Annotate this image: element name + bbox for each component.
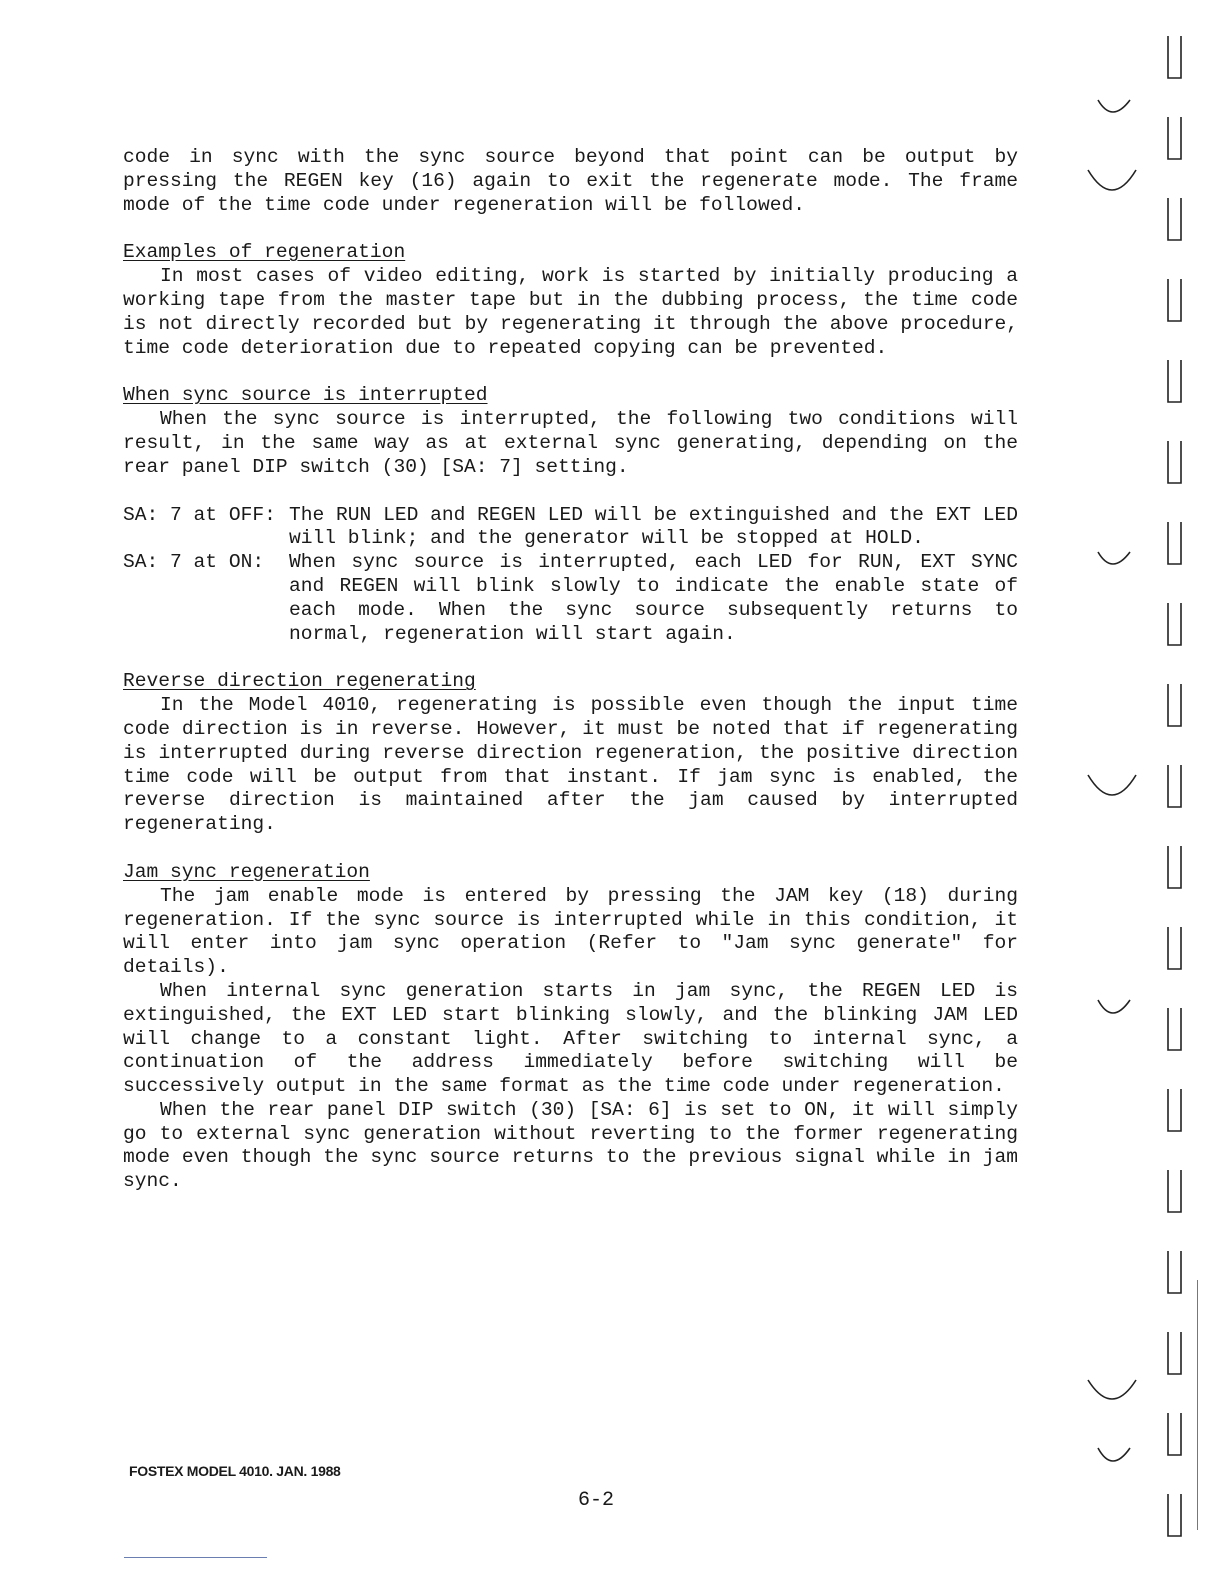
interrupted-paragraph: When the sync source is interrupted, the following two conditions will result, in the same way as at external sync generating, depending on the rear panel DIP switch (30) [SA: 7] setting.: [123, 408, 1018, 478]
punch-hole-icon: [1088, 1380, 1136, 1399]
jam-paragraph-2: When internal sync generation starts in jam sync, the REGEN LED is extinguished, the EXT LED start blinking slowly, and the blinking JAM LED will change to a constant light. After switching to internal sync, a continuation of the address immediately before switching will be successively output in the same format as the time code under regeneration.: [123, 979, 1018, 1098]
reverse-paragraph: In the Model 4010, regenerating is possible even though the input time code direction is in reverse. However, it must be noted that if regenerating is interrupted during reverse direction regeneration, the positive direction time code will be output from that instant. If jam sync is enabled, the reverse direction is maintained after the jam caused by interrupted regenerating.: [123, 694, 1018, 836]
binder-tab-mark: [1168, 684, 1181, 726]
sa-off-text: The RUN LED and REGEN LED will be extinguished and the EXT LED will blink; and the generator will be stopped at HOLD.: [289, 503, 1019, 550]
binder-tab-mark: [1168, 927, 1181, 969]
scan-edge-line: [1197, 1280, 1198, 1530]
examples-heading: Examples of regeneration: [123, 241, 406, 264]
punch-hole-icon: [1088, 170, 1136, 190]
binder-tab-mark: [1168, 1413, 1181, 1455]
binder-tab-mark: [1168, 117, 1181, 159]
binder-tab-mark: [1168, 1332, 1181, 1374]
sa-on-entry: [123, 551, 1018, 646]
body-text: [123, 146, 1018, 1194]
punch-hole-icon: [1088, 775, 1136, 795]
examples-paragraph: In most cases of video editing, work is started by initially producing a working tape from the master tape but in the dubbing process, the time code is not directly recorded but by regenerating it through the above procedure, time code deterioration due to repeated copying can be prevented.: [123, 265, 1018, 359]
binder-tab-mark: [1168, 765, 1181, 807]
punch-hole-icon: [1098, 100, 1130, 112]
reverse-heading: Reverse direction regenerating: [123, 670, 476, 693]
binder-holes-strip: [1078, 0, 1224, 1584]
interrupted-heading: When sync source is interrupted: [123, 384, 488, 407]
binder-tab-mark: [1168, 846, 1181, 888]
bottom-rule: [124, 1557, 267, 1558]
binder-tab-mark: [1168, 36, 1181, 78]
jam-paragraph-1: The jam enable mode is entered by pressing the JAM key (18) during regeneration. If the sync source is interrupted while in this condition, it will enter into jam sync operation (Refer to "Jam sync generate" for details).: [123, 884, 1018, 979]
sa-on-label: SA: 7 at ON:: [123, 551, 265, 574]
binder-tab-mark: [1168, 441, 1181, 483]
punch-hole-icon: [1098, 1000, 1130, 1013]
binder-tab-mark: [1168, 522, 1181, 564]
intro-paragraph: code in sync with the sync source beyond that point can be output by pressing the REGEN key (16) again to exit the regenerate mode. The frame mode of the time code under regeneration will be followed.: [123, 146, 1018, 216]
footer-model-date: FOSTEX MODEL 4010. JAN. 1988: [129, 1463, 341, 1479]
binder-tab-mark: [1168, 1494, 1181, 1536]
jam-paragraph-3: When the rear panel DIP switch (30) [SA: 6] is set to ON, it will simply go to external sync generation without reverting to the former regenerating mode even though the sync source returns to the previous signal while in jam sync.: [123, 1098, 1018, 1193]
binder-tab-mark: [1168, 1170, 1181, 1212]
punch-hole-icon: [1098, 1448, 1130, 1461]
binder-tab-mark: [1168, 1008, 1181, 1050]
sa-off-entry: [123, 504, 1018, 552]
sa-off-label: SA: 7 at OFF:: [123, 503, 276, 526]
binder-tab-mark: [1168, 1089, 1181, 1131]
binder-tab-mark: [1168, 360, 1181, 402]
binder-tab-mark: [1168, 603, 1181, 645]
page-number: 6-2: [578, 1489, 615, 1512]
binder-tab-mark: [1168, 1251, 1181, 1293]
binder-tab-mark: [1168, 279, 1181, 321]
binder-tab-mark: [1168, 198, 1181, 240]
jam-heading: Jam sync regeneration: [123, 860, 370, 883]
sa-on-text: When sync source is interrupted, each LED for RUN, EXT SYNC and REGEN will blink slowly to indicate the enable state of each mode. When the sync source subsequently returns to normal, regeneration will start again.: [289, 551, 1018, 645]
punch-hole-icon: [1098, 552, 1130, 564]
